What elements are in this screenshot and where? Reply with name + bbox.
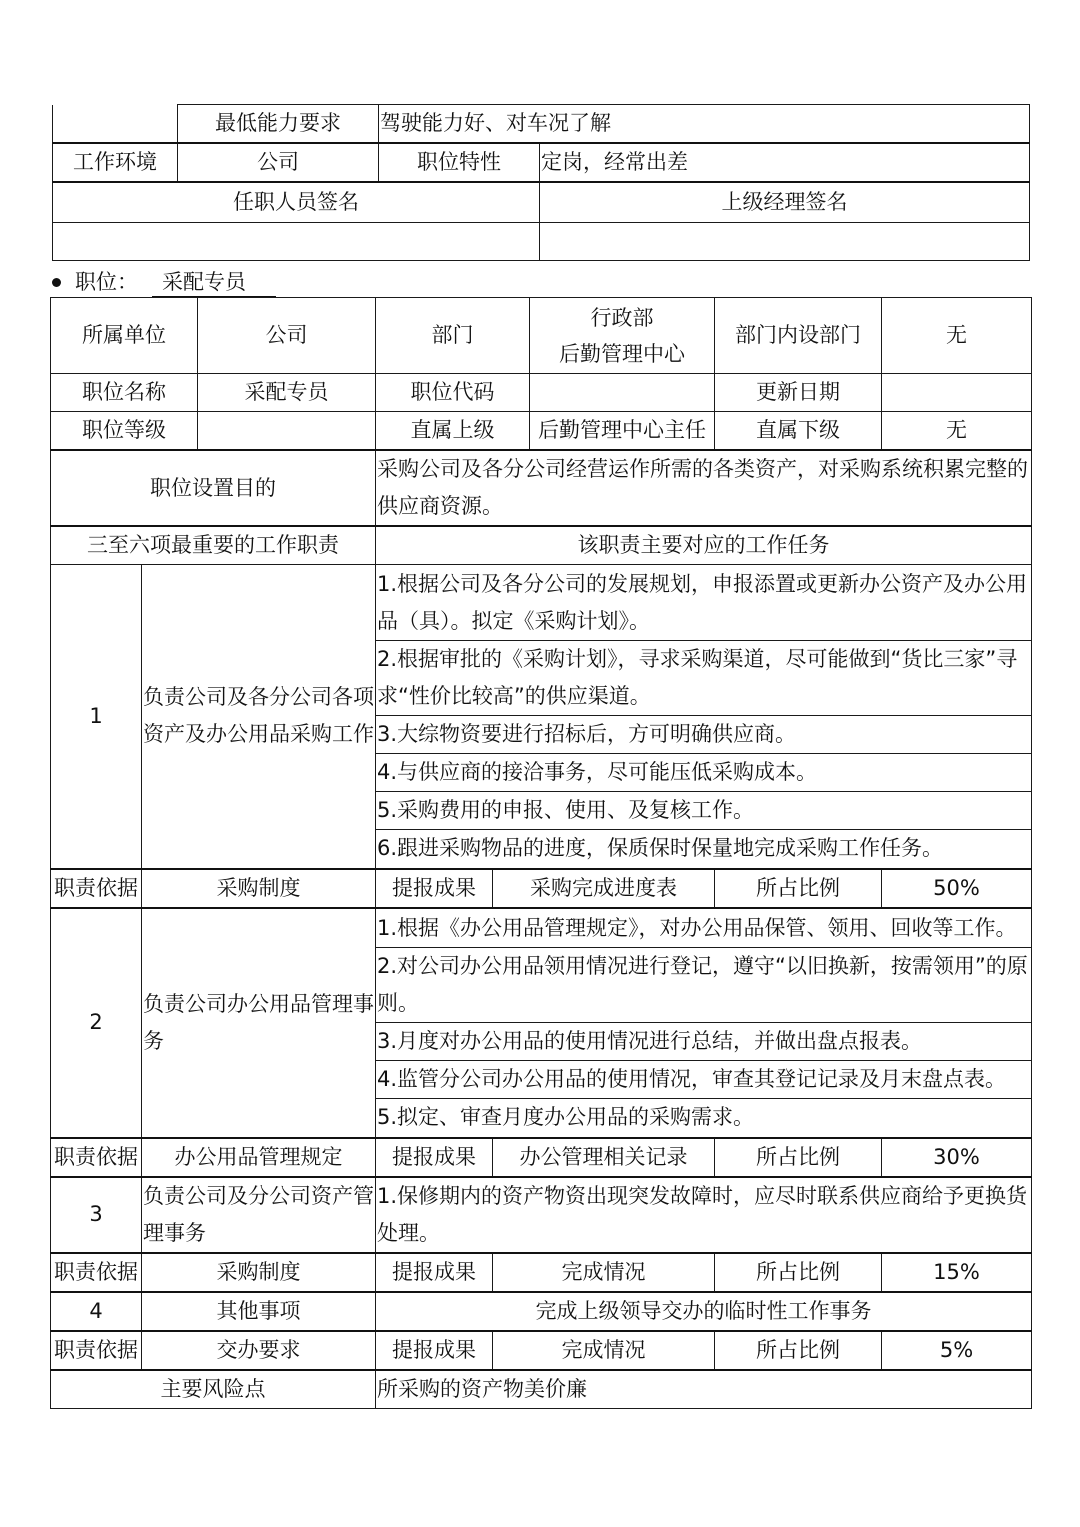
unit-value: 公司 bbox=[198, 298, 376, 374]
ratio-label: 所占比例 bbox=[715, 1331, 882, 1370]
previous-position-table bbox=[52, 104, 1030, 261]
position-heading-label: 职位： bbox=[75, 270, 138, 294]
update-value bbox=[882, 374, 1032, 412]
ratio-label: 所占比例 bbox=[715, 869, 882, 908]
position-trait-value: 定岗，经常出差 bbox=[540, 143, 1030, 182]
duty-tasks: 完成上级领导交办的临时性工作事务 bbox=[376, 1292, 1032, 1331]
position-heading-value: 采配专员 bbox=[152, 268, 276, 297]
superior-value: 后勤管理中心主任 bbox=[530, 412, 715, 451]
grade-value bbox=[198, 412, 376, 451]
incumbent-signature-field[interactable] bbox=[53, 222, 540, 260]
basis-value: 采购制度 bbox=[142, 869, 376, 908]
work-env-label: 工作环境 bbox=[53, 143, 178, 182]
manager-signature-label: 上级经理签名 bbox=[540, 182, 1030, 222]
duty-number: 1 bbox=[51, 565, 142, 869]
duty-tasks: 1.保修期内的资产物资出现突发故障时，应尽时联系供应商给予更换货处理。 bbox=[376, 1177, 1032, 1253]
update-label: 更新日期 bbox=[715, 374, 882, 412]
basis-label: 职责依据 bbox=[51, 1138, 142, 1177]
ratio-label: 所占比例 bbox=[715, 1253, 882, 1292]
duty-title: 负责公司及各分公司各项资产及办公用品采购工作 bbox=[142, 565, 376, 869]
task-item: 4.与供应商的接洽事务，尽可能压低采购成本。 bbox=[376, 754, 1031, 792]
result-label: 提报成果 bbox=[376, 1138, 493, 1177]
basis-label: 职责依据 bbox=[51, 1253, 142, 1292]
result-label: 提报成果 bbox=[376, 1253, 493, 1292]
task-item: 5.拟定、审查月度办公用品的采购需求。 bbox=[377, 1104, 755, 1129]
code-label: 职位代码 bbox=[376, 374, 530, 412]
risk-label: 主要风险点 bbox=[51, 1370, 376, 1409]
dept-label: 部门 bbox=[376, 298, 530, 374]
work-env-value: 公司 bbox=[178, 143, 379, 182]
duties-header: 三至六项最重要的工作职责 bbox=[51, 526, 376, 565]
result-value: 办公管理相关记录 bbox=[493, 1138, 715, 1177]
task-item: 3.大综物资要进行招标后，方可明确供应商。 bbox=[376, 716, 1031, 754]
result-value: 完成情况 bbox=[493, 1331, 715, 1370]
position-heading bbox=[52, 266, 276, 298]
ratio-value: 5% bbox=[882, 1331, 1032, 1370]
sub-dept-label: 部门内设部门 bbox=[715, 298, 882, 374]
duty-title: 其他事项 bbox=[142, 1292, 376, 1331]
dept-value-line2: 后勤管理中心 bbox=[559, 341, 685, 366]
task-item: 6.跟进采购物品的进度，保质保时保量地完成采购工作任务。 bbox=[377, 835, 944, 860]
task-item: 1.根据公司及各分公司的发展规划，申报添置或更新办公资产及办公用品（具）。拟定《采购计划》。 bbox=[376, 566, 1031, 641]
basis-label: 职责依据 bbox=[51, 869, 142, 908]
unit-label: 所属单位 bbox=[51, 298, 198, 374]
task-item: 1.根据《办公用品管理规定》，对办公用品保管、领用、回收等工作。 bbox=[376, 910, 1031, 948]
sub-dept-value: 无 bbox=[882, 298, 1032, 374]
bullet-icon bbox=[52, 278, 61, 287]
subordinate-value: 无 bbox=[882, 412, 1032, 451]
tasks-header: 该职责主要对应的工作任务 bbox=[376, 526, 1032, 565]
duty-tasks bbox=[376, 565, 1032, 869]
result-label: 提报成果 bbox=[376, 869, 493, 908]
position-description-table bbox=[50, 297, 1032, 1409]
result-value: 采购完成进度表 bbox=[493, 869, 715, 908]
duty-title: 负责公司办公用品管理事务 bbox=[142, 908, 376, 1138]
dept-value bbox=[530, 298, 715, 374]
duty-title: 负责公司及分公司资产管理事务 bbox=[142, 1177, 376, 1253]
purpose-value: 采购公司及各分公司经营运作所需的各类资产，对采购系统积累完整的供应商资源。 bbox=[376, 450, 1032, 526]
basis-value: 采购制度 bbox=[142, 1253, 376, 1292]
subordinate-label: 直属下级 bbox=[715, 412, 882, 451]
purpose-label: 职位设置目的 bbox=[51, 450, 376, 526]
blank-cell bbox=[53, 105, 178, 144]
duty-tasks bbox=[376, 908, 1032, 1138]
duty-number: 2 bbox=[51, 908, 142, 1138]
result-value: 完成情况 bbox=[493, 1253, 715, 1292]
manager-signature-field[interactable] bbox=[540, 222, 1030, 260]
ratio-label: 所占比例 bbox=[715, 1138, 882, 1177]
ratio-value: 15% bbox=[882, 1253, 1032, 1292]
basis-value: 交办要求 bbox=[142, 1331, 376, 1370]
task-item: 2.根据审批的《采购计划》，寻求采购渠道，尽可能做到“货比三家”寻求“性价比较高”的供应渠道。 bbox=[376, 641, 1031, 716]
task-item: 2.对公司办公用品领用情况进行登记，遵守“以旧换新，按需领用”的原则。 bbox=[376, 948, 1031, 1023]
incumbent-signature-label: 任职人员签名 bbox=[53, 182, 540, 222]
ratio-value: 30% bbox=[882, 1138, 1032, 1177]
code-value bbox=[530, 374, 715, 412]
risk-value: 所采购的资产物美价廉 bbox=[376, 1370, 1032, 1409]
title-value: 采配专员 bbox=[198, 374, 376, 412]
basis-label: 职责依据 bbox=[51, 1331, 142, 1370]
duty-number: 3 bbox=[51, 1177, 142, 1253]
result-label: 提报成果 bbox=[376, 1331, 493, 1370]
task-item: 5.采购费用的申报、使用、及复核工作。 bbox=[376, 792, 1031, 830]
dept-value-line1: 行政部 bbox=[590, 305, 654, 330]
task-item: 4.监管分公司办公用品的使用情况，审查其登记记录及月末盘点表。 bbox=[376, 1061, 1031, 1099]
superior-label: 直属上级 bbox=[376, 412, 530, 451]
min-ability-value: 驾驶能力好、对车况了解 bbox=[379, 105, 1030, 144]
ratio-value: 50% bbox=[882, 869, 1032, 908]
min-ability-label: 最低能力要求 bbox=[178, 105, 379, 144]
title-label: 职位名称 bbox=[51, 374, 198, 412]
duty-number: 4 bbox=[51, 1292, 142, 1331]
position-trait-label: 职位特性 bbox=[379, 143, 540, 182]
basis-value: 办公用品管理规定 bbox=[142, 1138, 376, 1177]
grade-label: 职位等级 bbox=[51, 412, 198, 451]
task-item: 3.月度对办公用品的使用情况进行总结，并做出盘点报表。 bbox=[376, 1023, 1031, 1061]
